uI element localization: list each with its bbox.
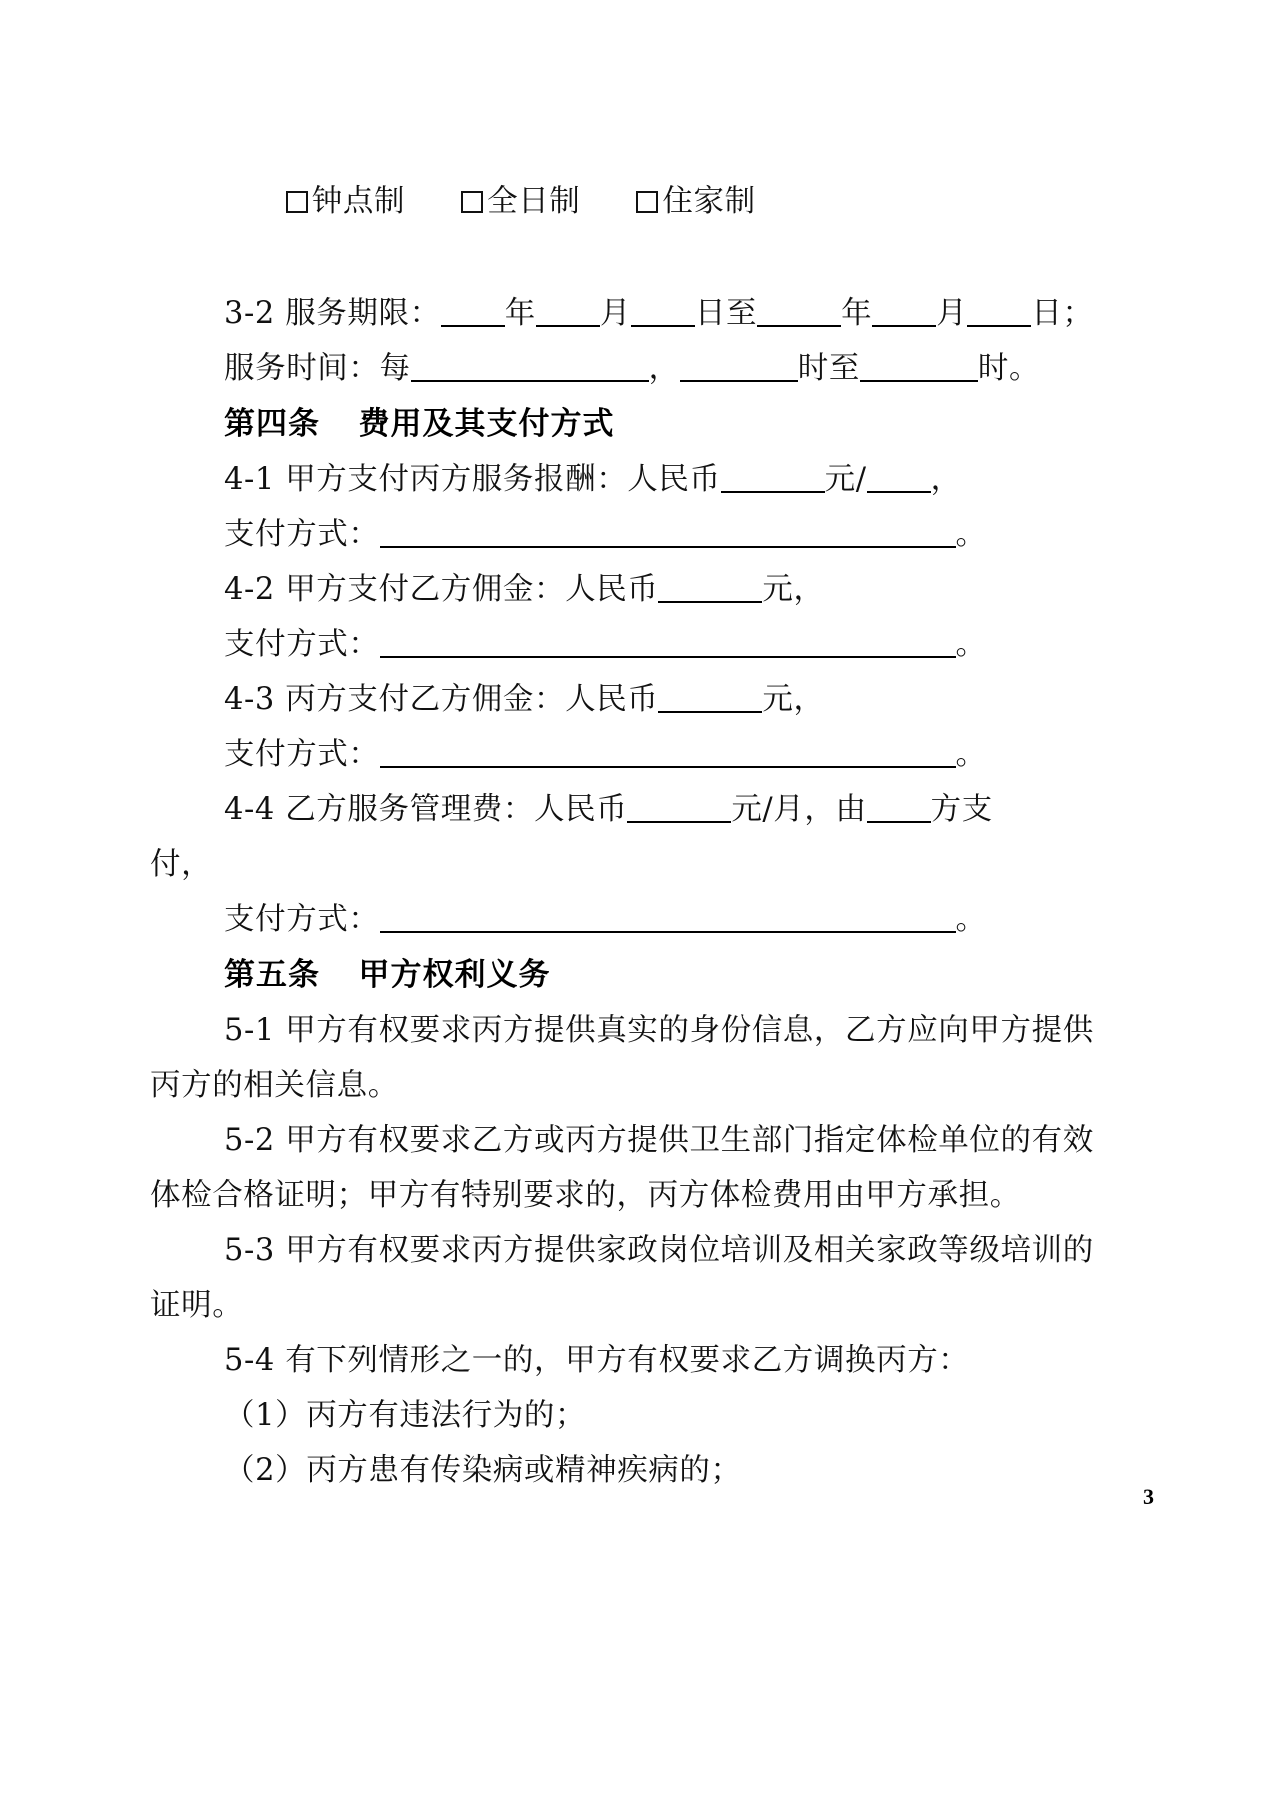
checkbox-icon[interactable] [286, 191, 308, 213]
unit-day: 日 [694, 296, 727, 331]
clause-4-3 [150, 672, 1100, 727]
clause-5-4-sub-2: （2）丙方患有传染病或精神疾病的； [224, 1453, 742, 1488]
clause-5-1 [150, 1003, 1100, 1113]
blank-4-3-payment-method[interactable] [380, 740, 956, 768]
clause-4-1-tail-a: 元/ [824, 462, 867, 497]
blank-4-4-party[interactable] [867, 795, 931, 823]
page-number: 3 [1143, 1484, 1154, 1509]
blank-4-1-unit[interactable] [867, 465, 931, 493]
page-content [150, 118, 1100, 1498]
clause-4-1-payment [150, 507, 1100, 562]
unit-end-year: 年 [841, 296, 873, 331]
payment-method-tail: 。 [955, 627, 987, 662]
blank-4-4-payment-method[interactable] [380, 905, 956, 933]
service-type-option-2[interactable] [636, 174, 755, 230]
blank-4-2-amount[interactable] [658, 575, 762, 603]
blank-start-month[interactable] [536, 299, 600, 327]
clause-5-1-text: 5-1 甲方有权要求丙方提供真实的身份信息，乙方应向甲方提供丙方的相关信息。 [150, 1013, 1094, 1103]
blank-hour-from[interactable] [680, 354, 798, 382]
clause-4-4 [150, 782, 1100, 837]
clause-4-3-payment [150, 727, 1100, 782]
clause-3-2-service-period [150, 286, 1100, 341]
checkbox-icon[interactable] [636, 191, 658, 213]
service-hours-to-label: 时。 [977, 351, 1041, 386]
payment-method-label: 支付方式： [224, 902, 380, 937]
unit-month: 月 [599, 296, 631, 331]
clause-5-4 [150, 1333, 1100, 1388]
clause-service-hours [150, 341, 1100, 396]
service-type-checkbox-row [150, 118, 1100, 286]
blank-4-1-amount[interactable] [721, 465, 825, 493]
clause-5-2 [150, 1113, 1100, 1223]
blank-hour-to[interactable] [860, 354, 978, 382]
clause-4-4-payment [150, 892, 1100, 947]
service-type-label-2: 住家制 [662, 184, 756, 219]
checkbox-icon[interactable] [461, 191, 483, 213]
clause-4-2-payment [150, 617, 1100, 672]
clause-5-2-text: 5-2 甲方有权要求乙方或丙方提供卫生部门指定体检单位的有效体检合格证明；甲方有特别要求的，丙方体检费用由甲方承担。 [150, 1123, 1094, 1213]
unit-end-month: 月 [936, 296, 968, 331]
clause-4-1-text: 4-1 甲方支付丙方服务报酬：人民币 [224, 462, 721, 497]
blank-end-day[interactable] [967, 299, 1031, 327]
unit-end-day: 日； [1031, 296, 1094, 331]
blank-end-month[interactable] [872, 299, 936, 327]
clause-4-4-wrap: 付， [150, 847, 213, 882]
blank-4-3-amount[interactable] [658, 685, 762, 713]
section-5-heading: 第五条 甲方权利义务 [224, 957, 551, 992]
clause-4-3-tail-a: 元， [762, 682, 825, 717]
clause-5-4-sub-1: （1）丙方有违法行为的； [224, 1398, 587, 1433]
clause-4-1 [150, 452, 1100, 507]
clause-4-4-tail-b: 方支 [930, 792, 993, 827]
payment-method-label: 支付方式： [224, 737, 380, 772]
clause-4-2-tail-a: 元， [762, 572, 825, 607]
payment-method-tail: 。 [955, 517, 987, 552]
service-hours-from-label: 时至 [797, 351, 860, 386]
service-hours-comma: ， [648, 351, 680, 386]
blank-start-year[interactable] [441, 299, 505, 327]
clause-4-2 [150, 562, 1100, 617]
blank-start-day[interactable] [631, 299, 695, 327]
service-hours-label: 服务时间：每 [224, 351, 411, 386]
clause-4-4-text: 4-4 乙方服务管理费：人民币 [224, 792, 628, 827]
section-4-heading: 第四条 费用及其支付方式 [224, 406, 615, 441]
service-type-label-1: 全日制 [487, 184, 581, 219]
payment-method-tail: 。 [955, 737, 987, 772]
blank-4-1-payment-method[interactable] [380, 520, 956, 548]
payment-method-tail: 。 [955, 902, 987, 937]
blank-4-2-payment-method[interactable] [380, 630, 956, 658]
service-type-label-0: 钟点制 [311, 184, 406, 219]
payment-method-label: 支付方式： [224, 627, 380, 662]
clause-5-3-text: 5-3 甲方有权要求丙方提供家政岗位培训及相关家政等级培训的证明。 [150, 1233, 1094, 1323]
service-type-option-0[interactable] [286, 174, 405, 230]
payment-method-label: 支付方式： [224, 517, 380, 552]
connector-to: 至 [726, 296, 758, 331]
clause-4-1-tail-b: ， [930, 462, 962, 497]
service-type-option-1[interactable] [461, 174, 580, 230]
blank-4-4-amount[interactable] [627, 795, 731, 823]
clause-5-3 [150, 1223, 1100, 1333]
clause-4-4-tail-a: 元/月，由 [731, 792, 867, 827]
clause-4-3-text: 4-3 丙方支付乙方佣金：人民币 [224, 682, 659, 717]
blank-weekday[interactable] [411, 354, 649, 382]
clause-4-2-text: 4-2 甲方支付乙方佣金：人民币 [224, 572, 659, 607]
clause-3-2-label: 3-2 服务期限： [224, 296, 441, 331]
blank-end-year[interactable] [757, 299, 841, 327]
clause-5-4-text: 5-4 有下列情形之一的，甲方有权要求乙方调换丙方： [224, 1343, 970, 1378]
unit-year: 年 [504, 296, 536, 331]
